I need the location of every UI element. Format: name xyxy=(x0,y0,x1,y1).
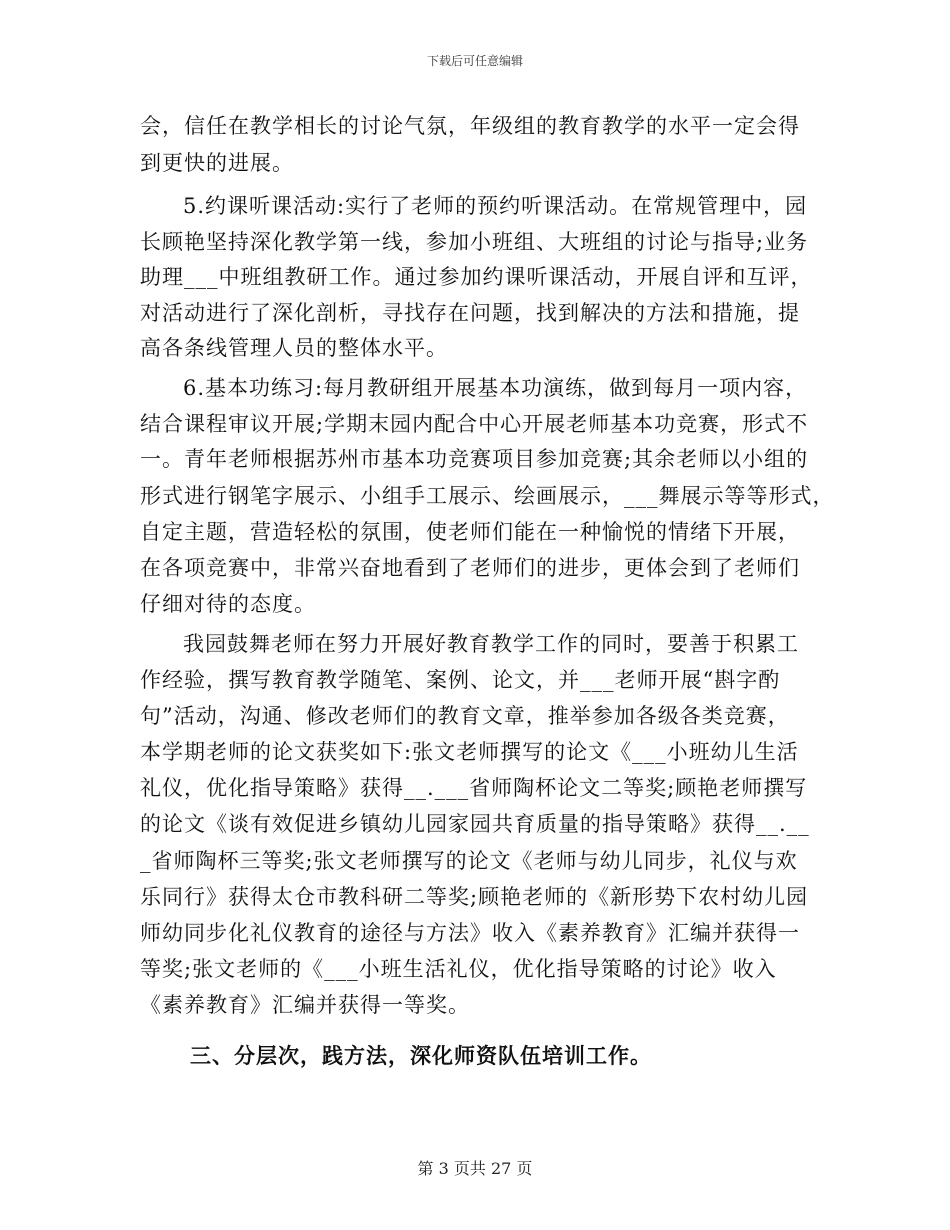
text-line: _省师陶杯三等奖;张文老师撰写的论文《老师与幼儿同步，礼仪与欢 xyxy=(140,849,798,873)
text-line: 在各项竞赛中，非常兴奋地看到了老师们的进步，更体会到了老师们 xyxy=(140,556,800,580)
text-line: 句”活动，沟通、修改老师们的教育文章，推举参加各级各类竞赛， xyxy=(140,704,790,728)
text-line: 形式进行钢笔字展示、小组手工展示、绘画展示，___舞展示等等形式， xyxy=(140,484,835,508)
text-line: 对活动进行了深化剖析，寻找存在问题，找到解决的方法和措施，提 xyxy=(140,301,800,325)
text-line: 乐同行》获得太仓市教科研二等奖;顾艳老师的《新形势下农村幼儿园 xyxy=(140,885,809,909)
text-line: 长顾艳坚持深化教学第一线，参加小班组、大班组的讨论与指导;业务 xyxy=(140,230,809,254)
text-line: 师幼同步化礼仪教育的途径与方法》收入《素养教育》汇编并获得一 xyxy=(140,921,800,945)
text-line: 《素养教育》汇编并获得一等奖。 xyxy=(140,993,470,1017)
text-line: 5.约课听课活动:实行了老师的预约听课活动。在常规管理中，园 xyxy=(183,194,808,218)
text-line: 我园鼓舞老师在努力开展好教育教学工作的同时，要善于积累工 xyxy=(183,632,799,656)
text-line: 高各条线管理人员的整体水平。 xyxy=(140,336,448,360)
text-line: 助理___中班组教研工作。通过参加约课听课活动，开展自评和互评， xyxy=(140,265,813,289)
text-line: 结合课程审议开展;学期末园内配合中心开展老师基本功竞赛，形式不 xyxy=(140,412,809,436)
text-line: 本学期老师的论文获奖如下:张文老师撰写的论文《___小班幼儿生活 xyxy=(140,740,799,764)
text-line: 自定主题，营造轻松的氛围，使老师们能在一种愉悦的情绪下开展， xyxy=(140,520,800,544)
text-line: 到更快的进展。 xyxy=(140,151,294,175)
text-line: 会，信任在教学相长的讨论气氛，年级组的教育教学的水平一定会得 xyxy=(140,114,800,138)
page-header: 下载后可任意编辑 xyxy=(426,54,523,68)
text-line: 6.基本功练习:每月教研组开展基本功演练，做到每月一项内容， xyxy=(183,376,808,400)
text-line: 的论文《谈有效促进乡镇幼儿园家园共育质量的指导策略》获得__.__ xyxy=(140,812,810,836)
section-heading: 三、分层次，践方法，深化师资队伍培训工作。 xyxy=(190,1044,652,1068)
text-line: 等奖;张文老师的《___小班生活礼仪，优化指导策略的讨论》收入 xyxy=(140,957,777,981)
text-line: 作经验，撰写教育教学随笔、案例、论文，并___老师开展“斟字酌 xyxy=(140,668,781,692)
page-footer: 第 3 页共 27 页 xyxy=(417,1159,533,1178)
text-line: 仔细对待的态度。 xyxy=(140,592,316,616)
text-line: 一。青年老师根据苏州市基本功竞赛项目参加竞赛;其余老师以小组的 xyxy=(140,447,809,471)
text-line: 礼仪，优化指导策略》获得__.___省师陶杯论文二等奖;顾艳老师撰写 xyxy=(140,776,808,800)
